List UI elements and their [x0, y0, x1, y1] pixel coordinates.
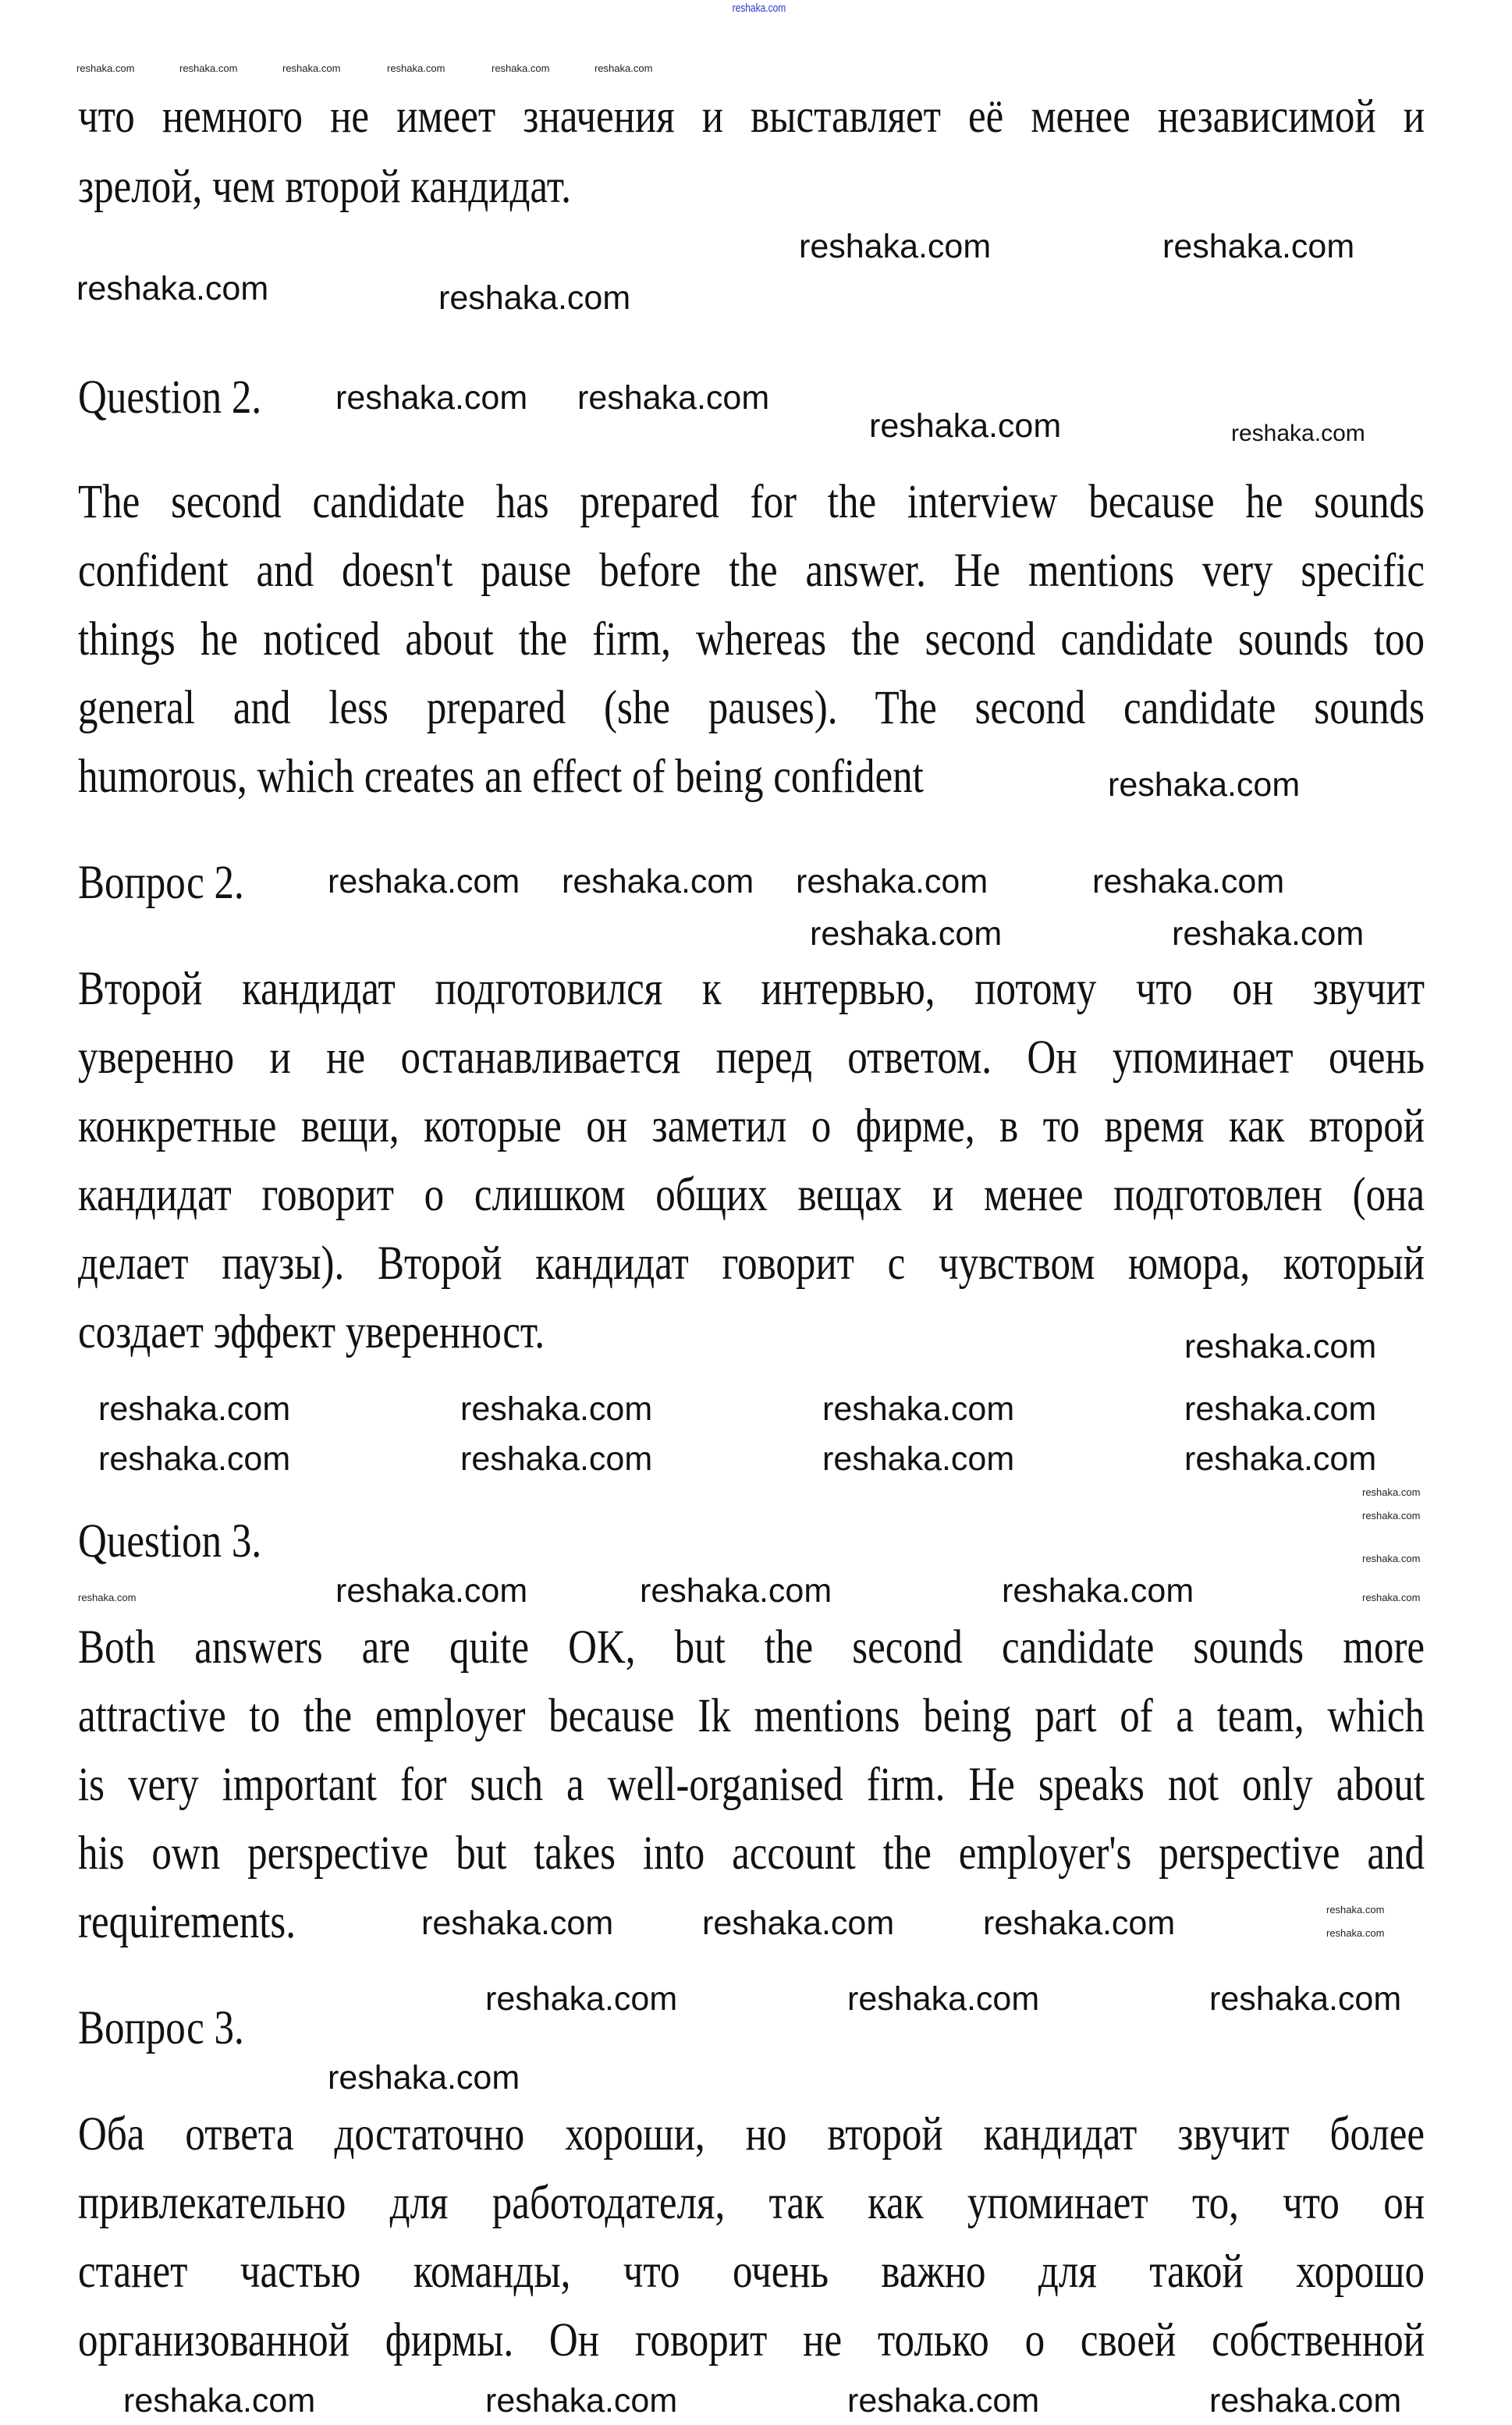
- text-line: Both answers are quite OK, but the second candidate sounds more: [78, 1621, 1425, 1674]
- watermark: reshaka.com: [485, 2382, 678, 2420]
- text-line: things he noticed about the firm, whereas the second candidate sounds too: [78, 613, 1425, 666]
- watermark: reshaka.com: [460, 1390, 653, 1428]
- watermark: reshaka.com: [847, 2382, 1040, 2420]
- watermark: reshaka.com: [1172, 915, 1365, 953]
- watermark: reshaka.com: [78, 1592, 137, 1603]
- watermark: reshaka.com: [123, 2382, 316, 2420]
- watermark: reshaka.com: [1326, 1904, 1385, 1916]
- watermark: reshaka.com: [335, 1572, 528, 1610]
- text-line: конкретные вещи, которые он заметил о фирме, в то время как второй: [78, 1100, 1425, 1153]
- watermark: reshaka.com: [485, 1980, 678, 2018]
- text-line: зрелой, чем второй кандидат.: [78, 161, 571, 214]
- text-line: создает эффект уверенност.: [78, 1306, 545, 1359]
- text-line: Оба ответа достаточно хороши, но второй кандидат звучит более: [78, 2108, 1425, 2161]
- section-heading: Вопрос 3.: [78, 2002, 244, 2055]
- watermark: reshaka.com: [1362, 1553, 1421, 1564]
- watermark: reshaka.com: [577, 379, 770, 417]
- text-line: организованной фирмы. Он говорит не только о своей собственной: [78, 2314, 1425, 2367]
- watermark: reshaka.com: [799, 228, 992, 265]
- watermark: reshaka.com: [1362, 1510, 1421, 1521]
- watermark: reshaka.com: [822, 1390, 1015, 1428]
- text-line: attractive to the employer because Ik mentions being part of a team, which: [78, 1690, 1425, 1743]
- watermark: reshaka.com: [328, 2059, 520, 2097]
- watermark: reshaka.com: [796, 863, 988, 900]
- watermark: reshaka.com: [492, 62, 550, 74]
- watermark: reshaka.com: [421, 1905, 614, 1942]
- watermark: reshaka.com: [1184, 1328, 1377, 1365]
- watermark: reshaka.com: [438, 279, 631, 317]
- watermark: reshaka.com: [1209, 2382, 1402, 2420]
- section-heading: Question 3.: [78, 1515, 262, 1568]
- watermark: reshaka.com: [460, 1440, 653, 1478]
- watermark: reshaka.com: [76, 270, 269, 307]
- watermark: reshaka.com: [98, 1390, 291, 1428]
- watermark: reshaka.com: [387, 62, 445, 74]
- text-line: что немного не имеет значения и выставляет её менее независимой и: [78, 91, 1425, 144]
- text-line: The second candidate has prepared for the interview because he sounds: [78, 476, 1425, 529]
- section-heading: Вопрос 2.: [78, 857, 244, 910]
- text-line: привлекательно для работодателя, так как упоминает то, что он: [78, 2177, 1425, 2230]
- watermark: reshaka.com: [822, 1440, 1015, 1478]
- watermark: reshaka.com: [1002, 1572, 1194, 1610]
- watermark: reshaka.com: [1231, 421, 1365, 446]
- watermark: reshaka.com: [595, 62, 653, 74]
- site-link[interactable]: reshaka.com: [732, 2, 786, 15]
- text-line: requirements.: [78, 1896, 296, 1949]
- text-line: confident and doesn't pause before the answer. He mentions very specific: [78, 545, 1425, 598]
- watermark: reshaka.com: [1184, 1390, 1377, 1428]
- text-line: станет частью команды, что очень важно для такой хорошо: [78, 2246, 1425, 2299]
- text-line: делает паузы). Второй кандидат говорит с чувством юмора, который: [78, 1237, 1425, 1291]
- text-line: уверенно и не останавливается перед ответом. Он упоминает очень: [78, 1031, 1425, 1085]
- section-heading: Question 2.: [78, 371, 262, 424]
- watermark: reshaka.com: [179, 62, 238, 74]
- watermark: reshaka.com: [76, 62, 135, 74]
- text-line: general and less prepared (she pauses). The second candidate sounds: [78, 682, 1425, 735]
- watermark: reshaka.com: [702, 1905, 895, 1942]
- watermark: reshaka.com: [1184, 1440, 1377, 1478]
- watermark: reshaka.com: [335, 379, 528, 417]
- watermark: reshaka.com: [869, 407, 1062, 445]
- watermark: reshaka.com: [1362, 1486, 1421, 1498]
- watermark: reshaka.com: [1362, 1592, 1421, 1603]
- watermark: reshaka.com: [282, 62, 341, 74]
- watermark: reshaka.com: [1108, 766, 1301, 804]
- text-line: кандидат говорит о слишком общих вещах и менее подготовлен (она: [78, 1169, 1425, 1222]
- watermark: reshaka.com: [1162, 228, 1355, 265]
- watermark: reshaka.com: [640, 1572, 832, 1610]
- watermark: reshaka.com: [1326, 1927, 1385, 1939]
- watermark: reshaka.com: [810, 915, 1003, 953]
- watermark: reshaka.com: [983, 1905, 1176, 1942]
- text-line: humorous, which creates an effect of being confident: [78, 751, 924, 804]
- text-line: is very important for such a well-organised firm. He speaks not only about: [78, 1759, 1425, 1812]
- watermark: reshaka.com: [1092, 863, 1285, 900]
- text-line: Второй кандидат подготовился к интервью, потому что он звучит: [78, 963, 1425, 1016]
- text-line: his own perspective but takes into account the employer's perspective and: [78, 1827, 1425, 1880]
- watermark: reshaka.com: [847, 1980, 1040, 2018]
- watermark: reshaka.com: [328, 863, 520, 900]
- watermark: reshaka.com: [98, 1440, 291, 1478]
- watermark: reshaka.com: [1209, 1980, 1402, 2018]
- watermark: reshaka.com: [562, 863, 754, 900]
